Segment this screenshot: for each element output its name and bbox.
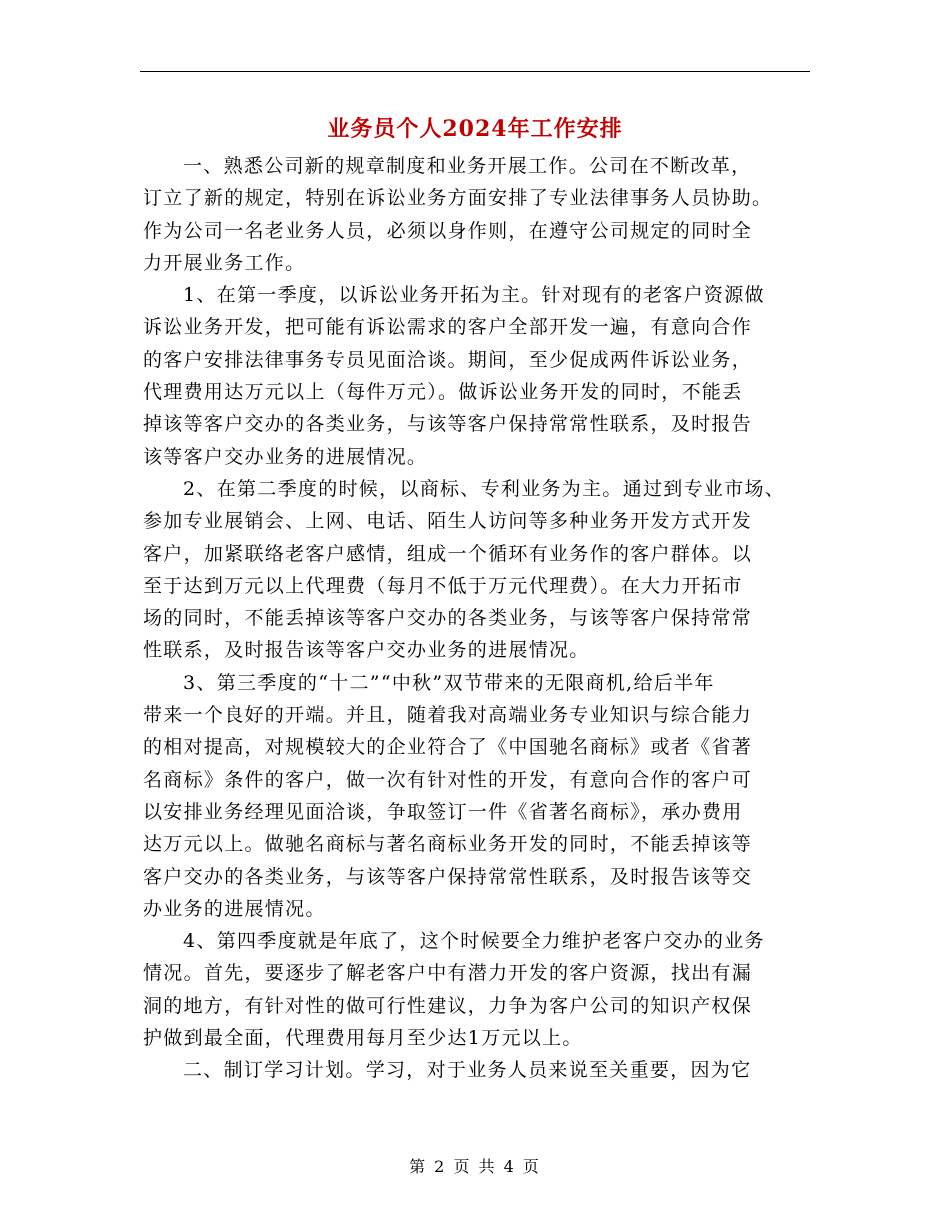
text-line: 1、在第一季度，以诉讼业务开拓为主。针对现有的老客户资源做 xyxy=(183,284,765,307)
text-line: 的相对提高，对规模较大的企业符合了《中国驰名商标》或者《省著 xyxy=(143,736,753,759)
text-line: 的客户安排法律事务专员见面洽谈。期间，至少促成两件诉讼业务， xyxy=(143,348,753,371)
header-rule xyxy=(140,71,810,72)
text-line: 订立了新的规定，特别在诉讼业务方面安排了专业法律事务人员协助。 xyxy=(143,187,773,210)
text-line: 诉讼业务开发，把可能有诉讼需求的客户全部开发一遍，有意向合作 xyxy=(143,316,753,339)
text-line: 以安排业务经理见面洽谈，争取签订一件《省著名商标》，承办费用 xyxy=(143,800,743,823)
text-line: 4、第四季度就是年底了，这个时候要全力维护老客户交办的业务 xyxy=(183,930,765,953)
text-line: 二、制订学习计划。学习，对于业务人员来说至关重要，因为它 xyxy=(183,1059,752,1082)
text-line: 客户交办的各类业务，与该等客户保持常常性联系，及时报告该等交 xyxy=(143,865,753,888)
document-body xyxy=(143,150,813,1087)
text-line: 3、第三季度的“十二”“中秋”双节带来的无限商机,给后半年 xyxy=(183,671,715,694)
text-line: 掉该等客户交办的各类业务，与该等客户保持常常性联系，及时报告 xyxy=(143,413,753,436)
text-line: 该等客户交办业务的进展情况。 xyxy=(143,445,428,468)
text-line: 办业务的进展情况。 xyxy=(143,897,326,920)
page-footer: 第 2 页 共 4 页 xyxy=(409,1157,541,1176)
text-line: 至于达到万元以上代理费（每月不低于万元代理费）。在大力开拓市 xyxy=(143,574,743,597)
text-line: 一、熟悉公司新的规章制度和业务开展工作。公司在不断改革， xyxy=(183,155,752,177)
text-line: 力开展业务工作。 xyxy=(143,251,306,274)
document-title: 业务员个人2024年工作安排 xyxy=(327,116,623,142)
text-line: 情况。首先，要逐步了解老客户中有潜力开发的客户资源，找出有漏 xyxy=(143,962,753,985)
text-line: 客户，加紧联络老客户感情，组成一个循环有业务作的客户群体。以 xyxy=(143,542,753,565)
text-line: 作为公司一名老业务人员，必须以身作则，在遵守公司规定的同时全 xyxy=(143,219,753,242)
text-line: 带来一个良好的开端。并且，随着我对高端业务专业知识与综合能力 xyxy=(143,704,753,727)
text-line: 护做到最全面，代理费用每月至少达1万元以上。 xyxy=(143,1027,583,1050)
text-line: 洞的地方，有针对性的做可行性建议，力争为客户公司的知识产权保 xyxy=(143,994,753,1017)
text-line: 2、在第二季度的时候，以商标、专利业务为主。通过到专业市场、 xyxy=(183,477,786,500)
text-line: 性联系，及时报告该等客户交办业务的进展情况。 xyxy=(143,639,590,662)
text-line: 代理费用达万元以上（每件万元）。做诉讼业务开发的同时，不能丢 xyxy=(143,381,743,404)
text-line: 场的同时，不能丢掉该等客户交办的各类业务，与该等客户保持常常 xyxy=(143,607,753,630)
text-line: 名商标》条件的客户，做一次有针对性的开发，有意向合作的客户可 xyxy=(143,768,753,791)
text-line: 参加专业展销会、上网、电话、陌生人访问等多种业务开发方式开发 xyxy=(143,510,753,533)
text-line: 达万元以上。做驰名商标与著名商标业务开发的同时，不能丢掉该等 xyxy=(143,833,753,856)
